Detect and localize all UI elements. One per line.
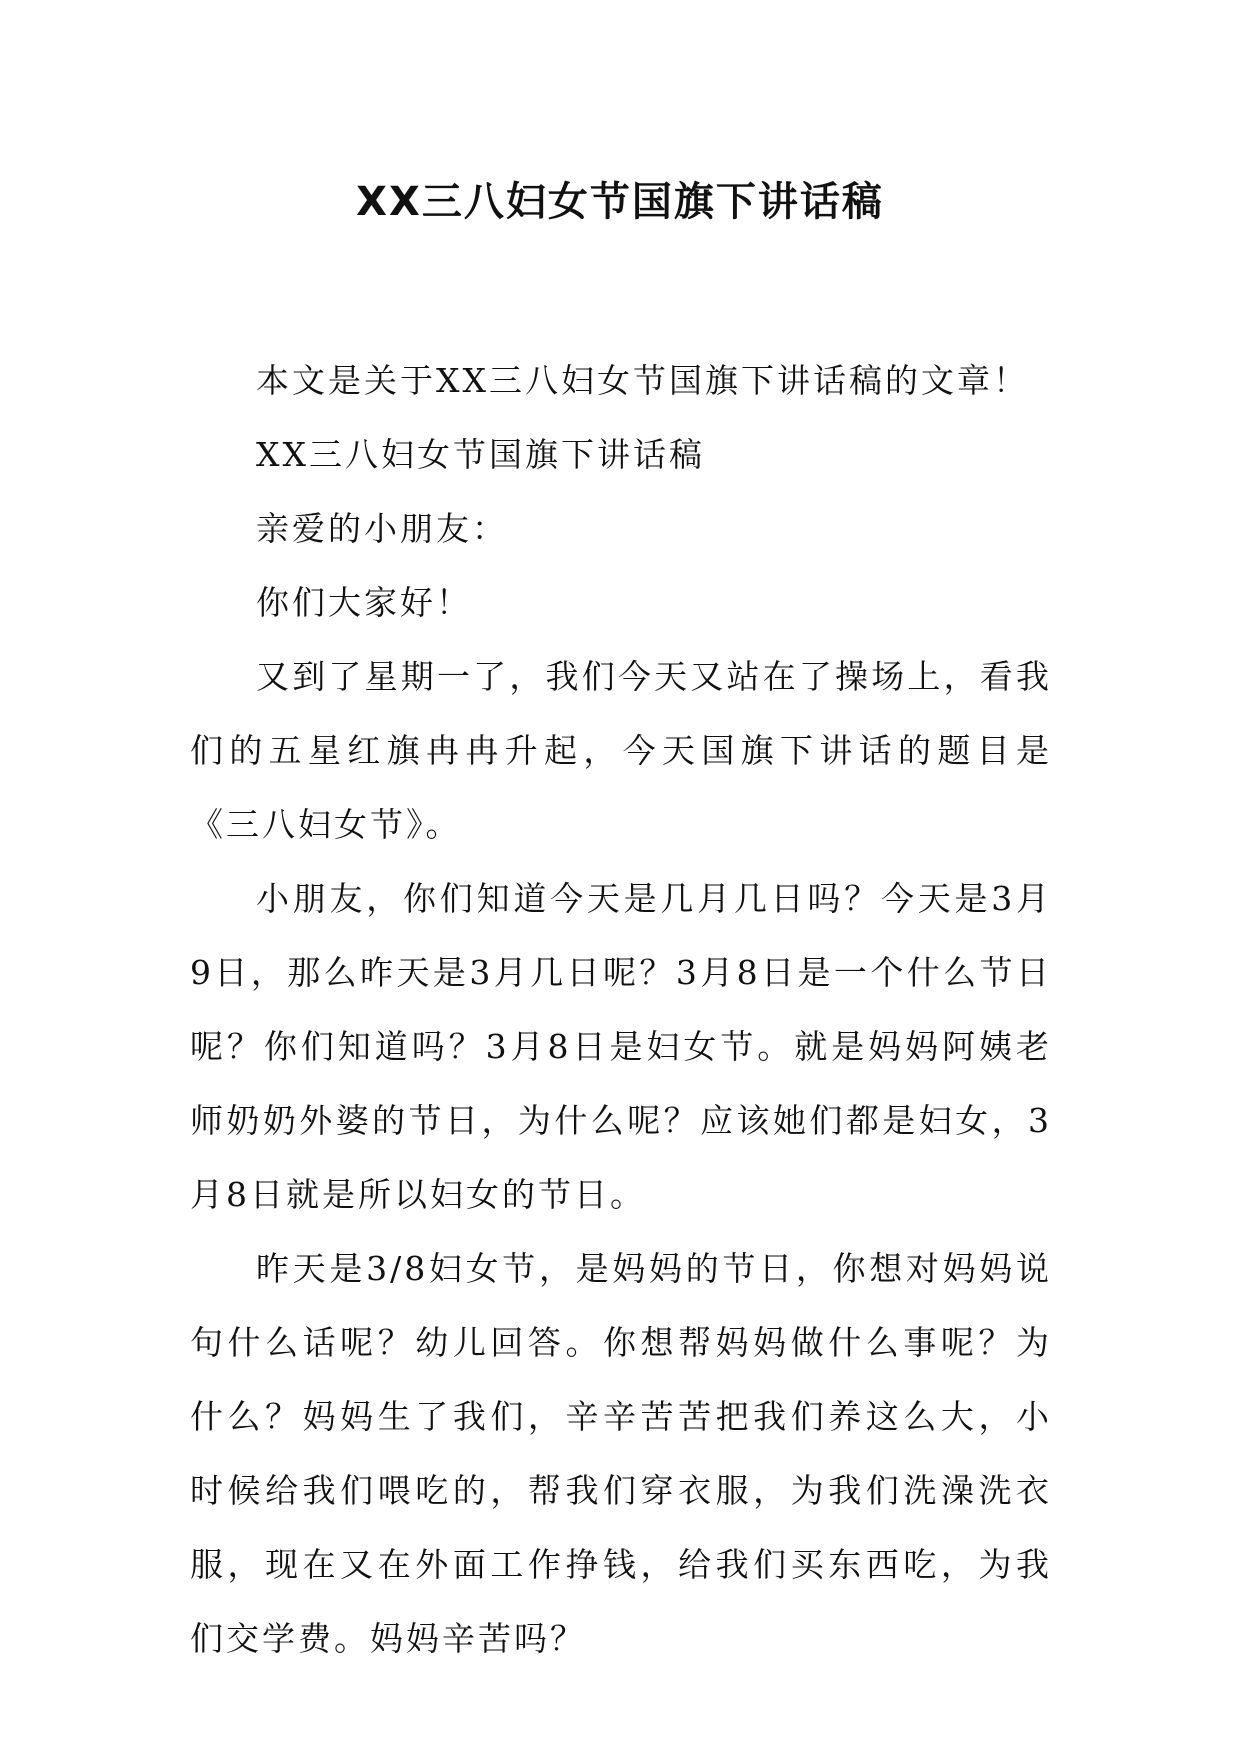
paragraph-body: 昨天是3/8妇女节，是妈妈的节日，你想对妈妈说句什么话呢？幼儿回答。你想帮妈妈做什么事呢？为什么？妈妈生了我们，辛辛苦苦把我们养这么大，小时候给我们喂吃的，帮我们穿衣服，为我们洗澡洗衣服，现在又在外面工作挣钱，给我们买东西吃，为我们交学费。妈妈辛苦吗？ <box>190 1249 1052 1658</box>
document-body <box>190 344 1052 1676</box>
paragraph-subtitle: XX三八妇女节国旗下讲话稿 <box>256 435 705 474</box>
paragraph-body: 小朋友，你们知道今天是几月几日吗？今天是3月9日，那么昨天是3月几日呢？3月8日是一个什么节日呢？你们知道吗？3月8日是妇女节。就是妈妈阿姨老师奶奶外婆的节日，为什么呢？应该她们都是妇女，3月8日就是所以妇女的节日。 <box>190 879 1052 1214</box>
paragraph-greeting: 你们大家好！ <box>256 583 472 622</box>
paragraph-salutation: 亲爱的小朋友： <box>256 509 508 548</box>
paragraph-intro: 本文是关于XX三八妇女节国旗下讲话稿的文章！ <box>256 361 1029 400</box>
document-title: XX三八妇女节国旗下讲话稿 <box>356 179 884 225</box>
paragraph-body: 又到了星期一了，我们今天又站在了操场上，看我们的五星红旗冉冉升起，今天国旗下讲话的题目是《三八妇女节》。 <box>190 657 1052 844</box>
